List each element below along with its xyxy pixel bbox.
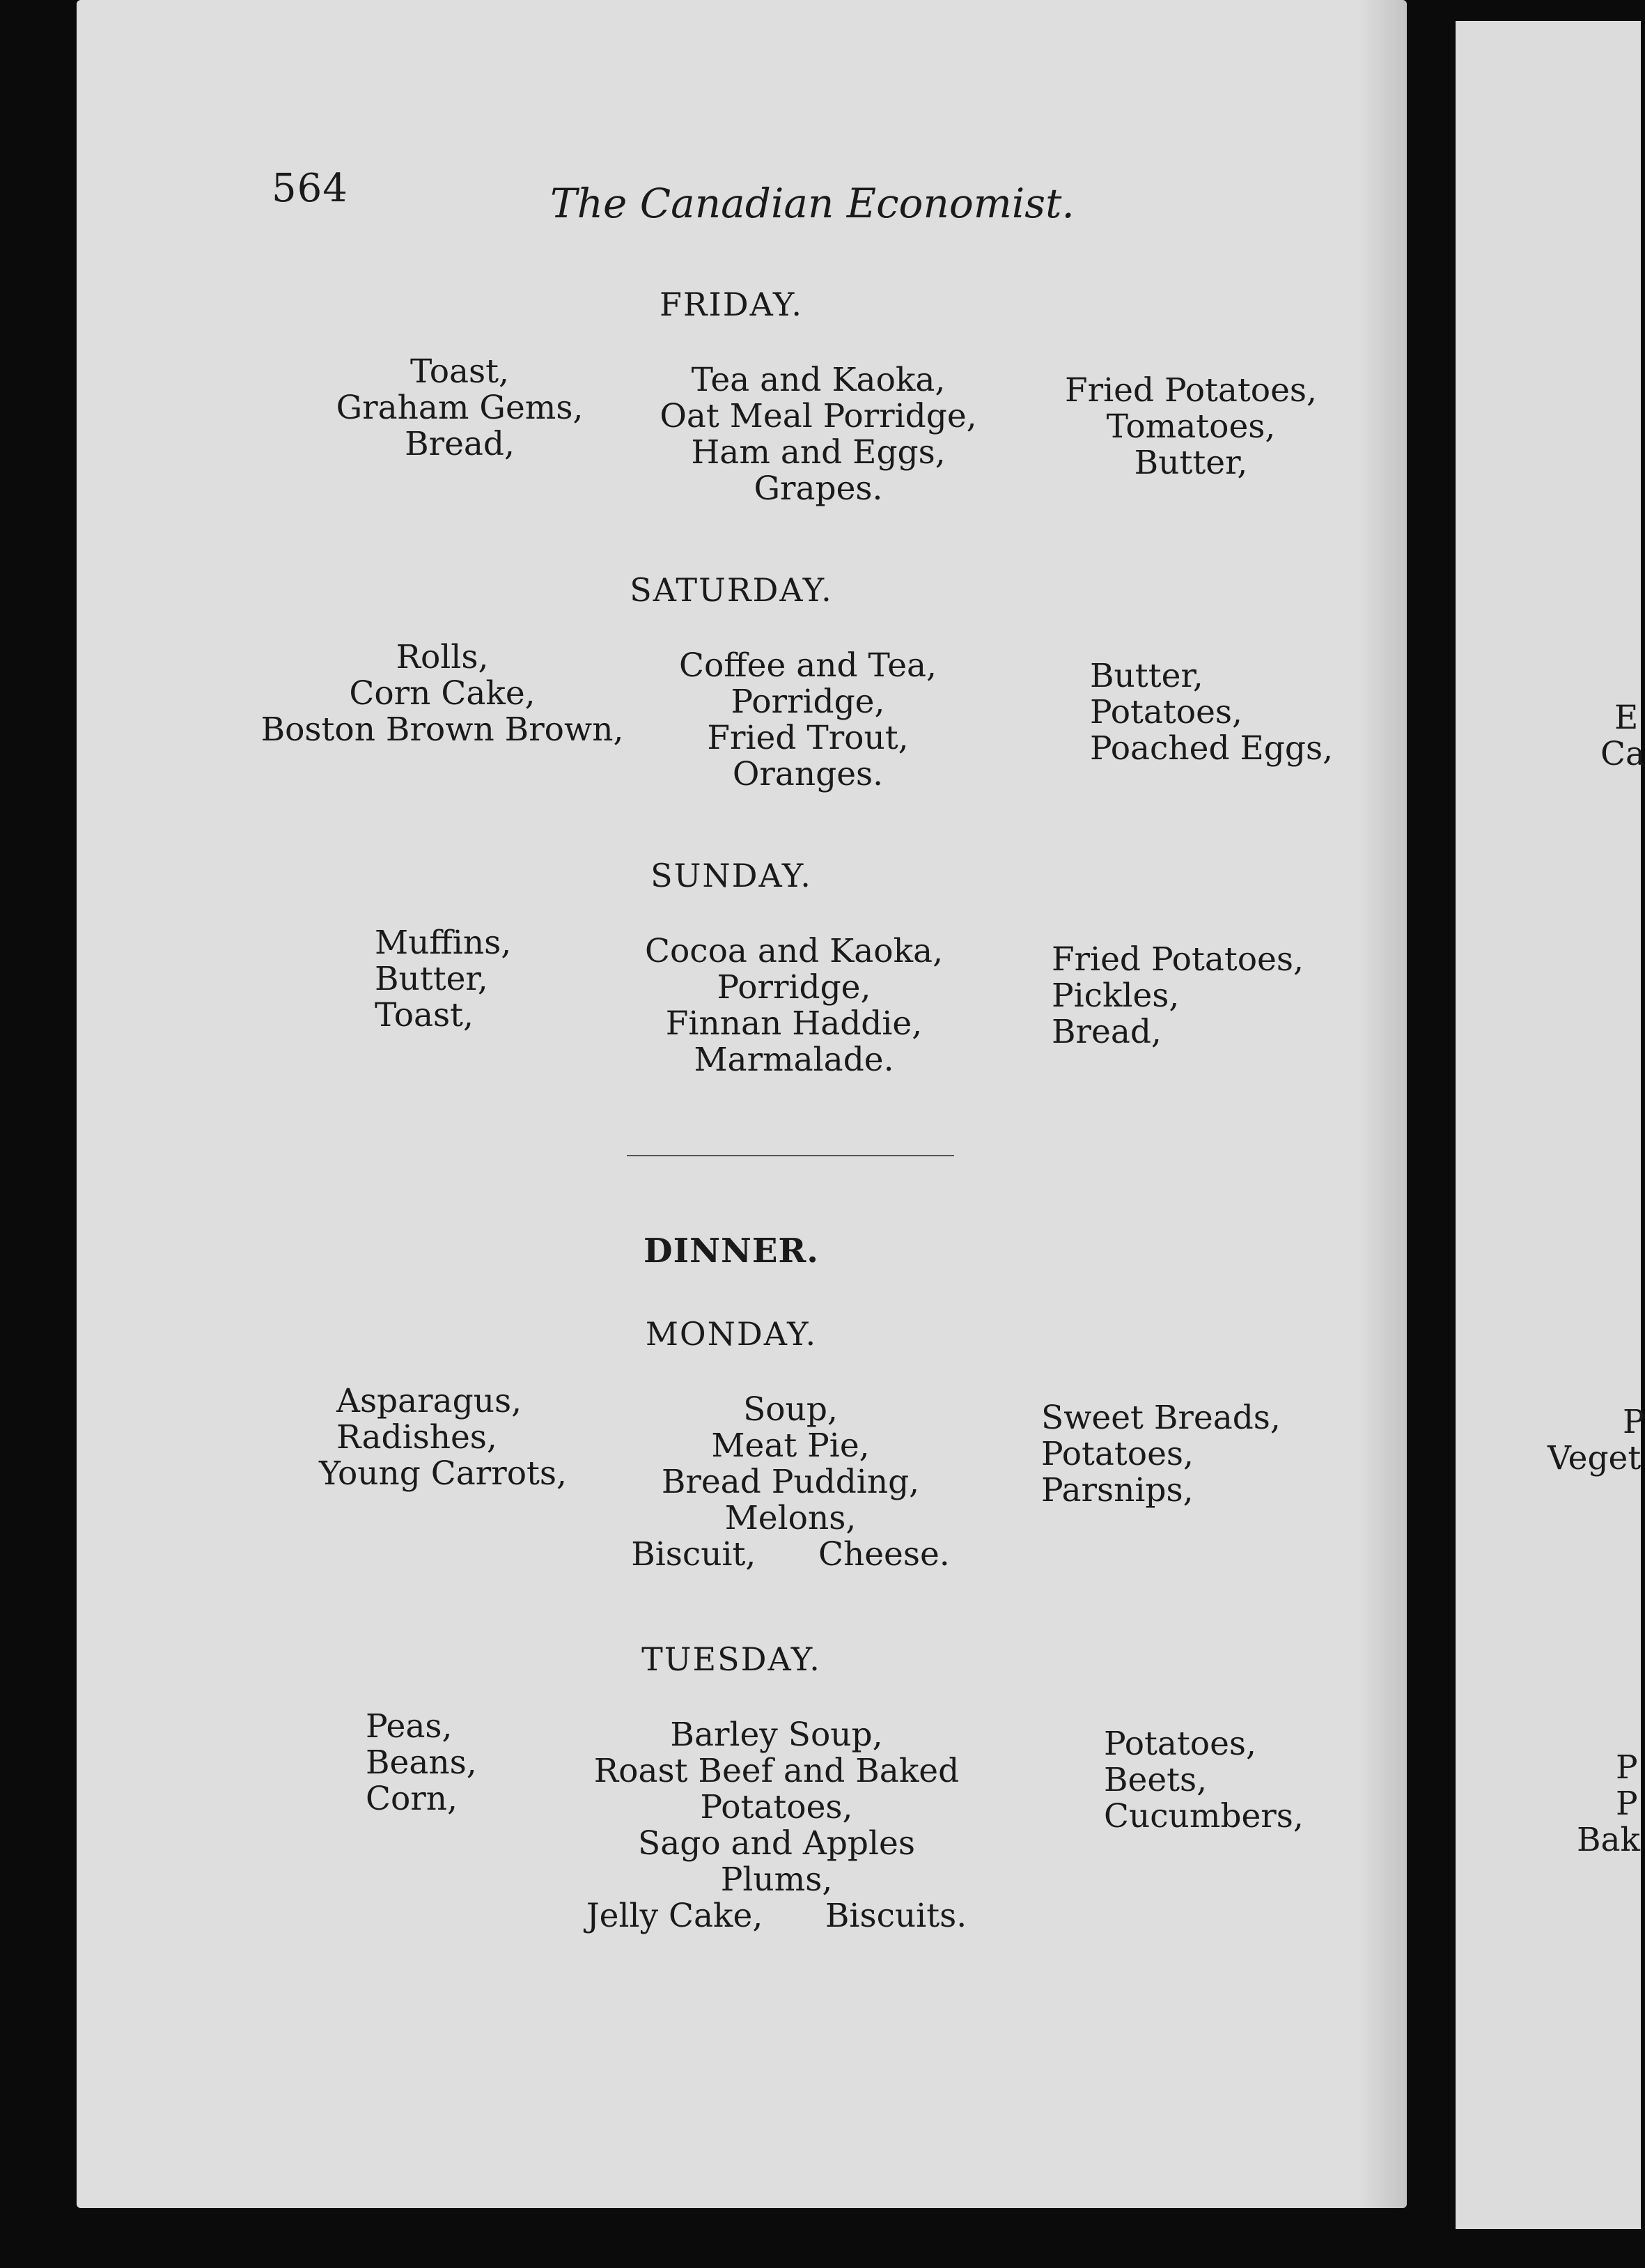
menu-item: Sago and Apples: [638, 1824, 915, 1863]
heading-monday: MONDAY.: [645, 1315, 818, 1353]
menu-item: Fried Potatoes,: [1052, 940, 1304, 979]
menu-item: Potatoes,: [1041, 1435, 1194, 1473]
menu-item: Ham and Eggs,: [691, 433, 946, 472]
menu-item: Rolls,: [396, 638, 489, 676]
menu-item: Asparagus,: [336, 1382, 522, 1420]
menu-item: Beets,: [1104, 1761, 1208, 1799]
section-divider: [627, 1155, 954, 1156]
menu-item: Beans,: [366, 1743, 477, 1782]
friday-col-left: [334, 354, 585, 463]
menu-item: Soup,: [743, 1390, 838, 1429]
menu-item: Bread,: [1052, 1013, 1162, 1051]
menu-item: Melons,: [724, 1499, 857, 1537]
menu-item: Porridge,: [717, 968, 871, 1007]
heading-saturday: SATURDAY.: [630, 571, 833, 609]
menu-item: Oranges.: [732, 755, 884, 793]
running-title: The Canadian Economist.: [550, 180, 1075, 227]
sunday-col-center: [641, 933, 947, 1078]
next-page-fragment: E: [1614, 699, 1639, 737]
menu-item: Potatoes,: [1104, 1725, 1256, 1763]
menu-item: Butter,: [375, 960, 488, 998]
next-page-fragment: Ca: [1600, 735, 1645, 773]
menu-item: Peas,: [366, 1707, 453, 1746]
menu-item: Fried Trout,: [707, 719, 909, 757]
menu-item: Porridge,: [731, 683, 885, 721]
next-page-fragment: P: [1623, 1403, 1645, 1441]
next-page-fragment: Veget: [1547, 1439, 1642, 1477]
menu-item: Toast,: [375, 996, 474, 1034]
heading-tuesday: TUESDAY.: [641, 1640, 821, 1678]
menu-item: Sweet Breads,: [1041, 1399, 1281, 1437]
menu-item: Plums,: [720, 1861, 833, 1899]
monday-col-center: [613, 1392, 968, 1573]
menu-item: Radishes,: [336, 1418, 497, 1457]
menu-item: Boston Brown Brown,: [260, 710, 624, 749]
menu-item: Butter,: [1090, 657, 1203, 695]
menu-item: Meat Pie,: [711, 1427, 870, 1465]
menu-item: Coffee and Tea,: [678, 646, 937, 685]
menu-item: Graham Gems,: [336, 389, 584, 427]
menu-item: Poached Eggs,: [1090, 729, 1334, 768]
menu-item: Bread,: [405, 425, 515, 463]
next-page-fragment: P: [1616, 1785, 1638, 1823]
next-page-edge: [1456, 21, 1641, 2229]
menu-item: Corn,: [366, 1780, 458, 1818]
menu-item: Finnan Haddie,: [665, 1004, 923, 1043]
heading-friday: FRIDAY.: [659, 286, 804, 323]
friday-col-center: [648, 362, 989, 507]
menu-item: Toast,: [410, 352, 509, 391]
menu-item: Biscuit, Cheese.: [631, 1535, 950, 1574]
monday-col-left: [319, 1383, 598, 1492]
menu-item: Pickles,: [1052, 977, 1180, 1015]
heading-dinner: DINNER.: [643, 1232, 820, 1271]
sunday-col-right: [1052, 942, 1330, 1050]
menu-item: Butter,: [1134, 444, 1248, 482]
tuesday-col-center: [578, 1717, 975, 1934]
saturday-col-left: [254, 639, 630, 748]
menu-item: Parsnips,: [1041, 1471, 1194, 1509]
menu-item: Muffins,: [375, 924, 512, 962]
sunday-col-left: [375, 925, 584, 1034]
menu-item: Young Carrots,: [319, 1454, 567, 1493]
menu-item: Cocoa and Kaoka,: [644, 932, 944, 970]
menu-item: Jelly Cake, Biscuits.: [586, 1897, 967, 1935]
saturday-col-center: [662, 648, 954, 793]
menu-item: Marmalade.: [694, 1041, 894, 1079]
menu-item: Oat Meal Porridge,: [660, 397, 977, 435]
menu-item: Tea and Kaoka,: [691, 361, 946, 399]
tuesday-col-right: [1104, 1726, 1369, 1835]
tuesday-col-left: [366, 1709, 575, 1817]
heading-sunday: SUNDAY.: [650, 857, 812, 894]
menu-item: Grapes.: [754, 469, 883, 508]
menu-item: Fried Potatoes,: [1065, 371, 1317, 410]
menu-item: Bread Pudding,: [661, 1463, 920, 1501]
menu-item: Potatoes,: [1090, 693, 1242, 731]
menu-item: Corn Cake,: [349, 674, 536, 713]
page-number: 564: [272, 166, 348, 211]
next-page-fragment: Bak: [1577, 1821, 1641, 1859]
friday-col-right: [1059, 373, 1323, 481]
menu-item: Tomatoes,: [1106, 407, 1276, 446]
menu-item: Roast Beef and Baked: [593, 1752, 960, 1790]
next-page-fragment: P: [1616, 1748, 1638, 1787]
menu-item: Barley Soup,: [670, 1716, 883, 1754]
saturday-col-right: [1090, 658, 1355, 767]
monday-col-right: [1041, 1400, 1320, 1509]
menu-item: Cucumbers,: [1104, 1797, 1304, 1835]
page-gutter-shadow: [1358, 0, 1407, 2208]
menu-item: Potatoes,: [700, 1788, 853, 1826]
